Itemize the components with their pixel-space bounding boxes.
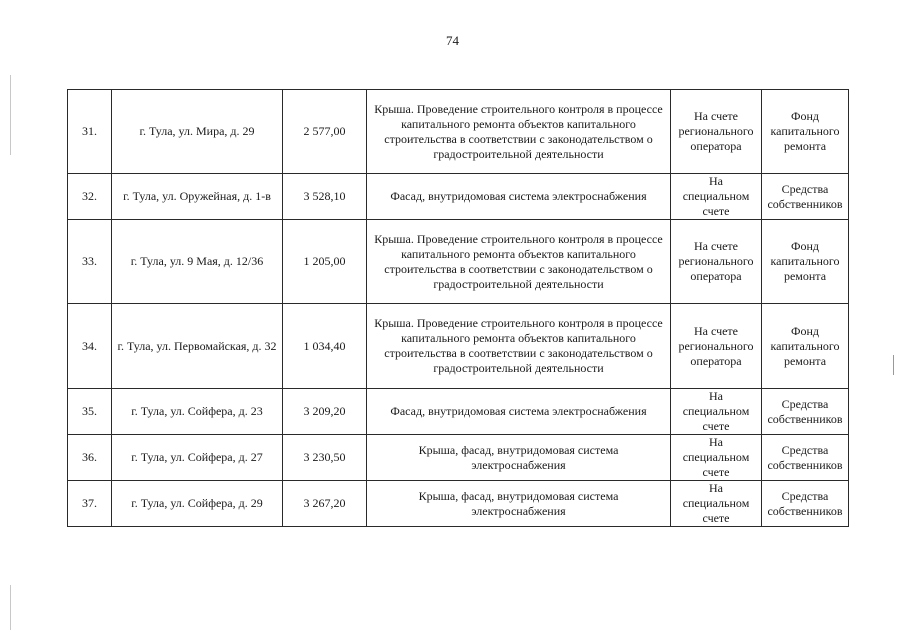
table-row bbox=[68, 220, 849, 304]
work-type: Фасад, внутридомовая система электроснабжения bbox=[367, 389, 671, 435]
account-method: На счете регионального оператора bbox=[671, 220, 762, 304]
account-method: На счете регионального оператора bbox=[671, 90, 762, 174]
house-area: 1 034,40 bbox=[283, 304, 367, 389]
account-method: На специальном счете bbox=[671, 481, 762, 527]
house-area: 3 528,10 bbox=[283, 174, 367, 220]
row-number: 34. bbox=[68, 304, 112, 389]
funding-source: Средства собственников bbox=[762, 435, 849, 481]
row-number: 36. bbox=[68, 435, 112, 481]
page-number: 74 bbox=[446, 33, 459, 48]
work-type: Крыша. Проведение строительного контроля в процессе капитального ремонта объектов капитального строительства в соответствии с законодательством о градостроительной деятельности bbox=[367, 220, 671, 304]
row-number: 32. bbox=[68, 174, 112, 220]
funding-source: Фонд капитального ремонта bbox=[762, 90, 849, 174]
scan-edge-mark bbox=[10, 585, 11, 630]
house-address: г. Тула, ул. Первомайская, д. 32 bbox=[112, 304, 283, 389]
house-area: 1 205,00 bbox=[283, 220, 367, 304]
work-type: Фасад, внутридомовая система электроснабжения bbox=[367, 174, 671, 220]
house-address: г. Тула, ул. Мира, д. 29 bbox=[112, 90, 283, 174]
funding-source: Фонд капитального ремонта bbox=[762, 304, 849, 389]
account-method: На специальном счете bbox=[671, 435, 762, 481]
account-method: На специальном счете bbox=[671, 389, 762, 435]
scan-edge-mark bbox=[10, 75, 11, 155]
table-row bbox=[68, 174, 849, 220]
work-type: Крыша, фасад, внутридомовая система электроснабжения bbox=[367, 435, 671, 481]
table-row bbox=[68, 90, 849, 174]
house-address: г. Тула, ул. Оружейная, д. 1-в bbox=[112, 174, 283, 220]
work-type: Крыша. Проведение строительного контроля в процессе капитального ремонта объектов капитального строительства в соответствии с законодательством о градостроительной деятельности bbox=[367, 304, 671, 389]
house-area: 3 209,20 bbox=[283, 389, 367, 435]
house-area: 3 230,50 bbox=[283, 435, 367, 481]
table-row bbox=[68, 435, 849, 481]
house-address: г. Тула, ул. Сойфера, д. 23 bbox=[112, 389, 283, 435]
row-number: 37. bbox=[68, 481, 112, 527]
house-address: г. Тула, ул. Сойфера, д. 27 bbox=[112, 435, 283, 481]
row-number: 33. bbox=[68, 220, 112, 304]
row-number: 31. bbox=[68, 90, 112, 174]
funding-source: Фонд капитального ремонта bbox=[762, 220, 849, 304]
account-method: На специальном счете bbox=[671, 174, 762, 220]
table-row bbox=[68, 389, 849, 435]
funding-source: Средства собственников bbox=[762, 389, 849, 435]
house-address: г. Тула, ул. Сойфера, д. 29 bbox=[112, 481, 283, 527]
house-address: г. Тула, ул. 9 Мая, д. 12/36 bbox=[112, 220, 283, 304]
work-type: Крыша, фасад, внутридомовая система электроснабжения bbox=[367, 481, 671, 527]
account-method: На счете регионального оператора bbox=[671, 304, 762, 389]
house-area: 3 267,20 bbox=[283, 481, 367, 527]
funding-source: Средства собственников bbox=[762, 481, 849, 527]
table-row bbox=[68, 481, 849, 527]
scan-edge-mark bbox=[893, 355, 894, 375]
table-row bbox=[68, 304, 849, 389]
repair-works-table bbox=[67, 89, 849, 527]
funding-source: Средства собственников bbox=[762, 174, 849, 220]
row-number: 35. bbox=[68, 389, 112, 435]
house-area: 2 577,00 bbox=[283, 90, 367, 174]
work-type: Крыша. Проведение строительного контроля в процессе капитального ремонта объектов капитального строительства в соответствии с законодательством о градостроительной деятельности bbox=[367, 90, 671, 174]
